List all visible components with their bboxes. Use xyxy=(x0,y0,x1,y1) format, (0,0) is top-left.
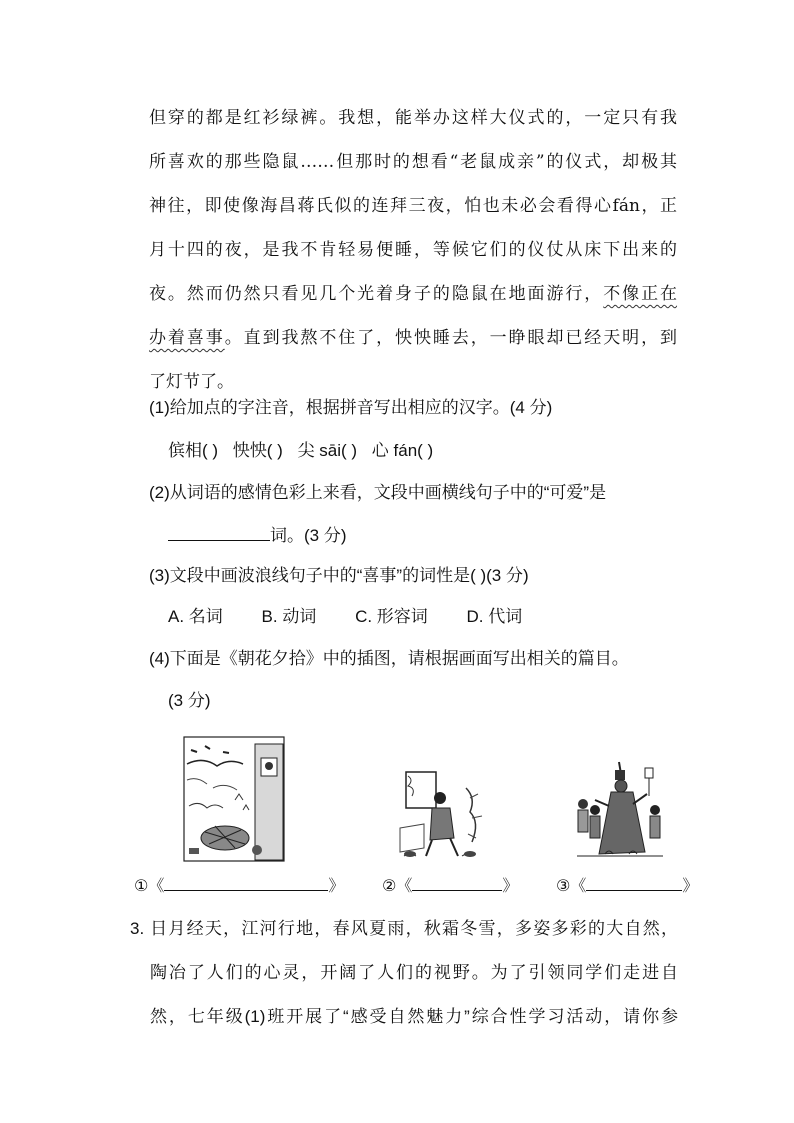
caption-3-suffix: 》 xyxy=(682,878,699,895)
illustration-1-image xyxy=(183,736,285,862)
question-3: (3)文段中画波浪线句子中的“喜事”的词性是( )(3 分) xyxy=(149,566,529,585)
question-3-block xyxy=(130,907,678,1039)
caption-2-prefix: ②《 xyxy=(382,878,413,895)
question-3-choices xyxy=(168,605,556,629)
pinyin-item-1[interactable]: 傧相( ) xyxy=(168,441,219,460)
passage-line-1: 但穿的都是红衫绿裤。我想，能举办这样大仪式的，一定只有我 xyxy=(149,108,677,128)
caption-3-prefix: ③《 xyxy=(556,878,587,895)
pinyin-item-2[interactable]: 怏怏( ) xyxy=(232,441,283,460)
question-3-block-line-3: 然，七年级(1)班开展了“感受自然魅力”综合性学习活动，请你参 xyxy=(150,1007,678,1026)
choice-c[interactable]: C. 形容词 xyxy=(355,607,428,626)
illustration-1-caption xyxy=(134,872,344,899)
passage-line-2: 所喜欢的那些隐鼠……但那时的想看“老鼠成亲”的仪式，却极其 xyxy=(149,152,677,172)
illustration-2-caption xyxy=(382,872,518,899)
illustration-3-image xyxy=(575,760,665,862)
illustration-2-image xyxy=(396,768,488,862)
reading-passage xyxy=(149,96,677,404)
wavy-underlined-phrase-1: 不像正在 xyxy=(603,284,678,304)
pinyin-item-4[interactable]: 心 fán( ) xyxy=(371,441,434,460)
passage-line-7: 了灯节了。 xyxy=(149,372,234,392)
question-3-block-line-1: 3. 日月经天，江河行地，春风夏雨，秋霜冬雪，多姿多彩的大自然， xyxy=(130,919,678,938)
question-2-suffix: 词。(3 分) xyxy=(270,526,347,545)
passage-line-6-text: 。直到我熬不住了，怏怏睡去，一睁眼却已经天明，到 xyxy=(224,328,678,348)
answer-blank-illustration-1[interactable] xyxy=(164,872,328,891)
passage-line-3: 神往，即使像海昌蒋氏似的连拜三夜，怕也未必会看得心fán，正 xyxy=(149,196,677,216)
caption-1-suffix: 》 xyxy=(328,878,345,895)
caption-2-suffix: 》 xyxy=(502,878,519,895)
question-3-block-line-2: 陶冶了人们的心灵，开阔了人们的视野。为了引领同学们走进自 xyxy=(150,963,678,982)
pinyin-item-3[interactable]: 尖 sāi( ) xyxy=(297,441,358,460)
choice-d[interactable]: D. 代词 xyxy=(466,607,523,626)
question-2-line-2 xyxy=(168,522,347,548)
caption-1-prefix: ①《 xyxy=(134,878,165,895)
passage-line-4: 月十四的夜，是我不肯轻易便睡，等候它们的仪仗从床下出来的 xyxy=(149,240,677,260)
question-2: (2)从词语的感情色彩上来看，文段中画横线句子中的“可爱”是 xyxy=(149,483,607,502)
question-4-score: (3 分) xyxy=(168,691,211,710)
illustration-3-caption xyxy=(556,872,698,899)
wavy-underlined-phrase-2: 办着喜事 xyxy=(149,328,225,348)
question-1-items xyxy=(168,439,443,463)
question-1: (1)给加点的字注音，根据拼音写出相应的汉字。(4 分) xyxy=(149,398,553,417)
passage-line-5-text: 夜。然而仍然只看见几个光着身子的隐鼠在地面游行， xyxy=(149,284,604,304)
choice-b[interactable]: B. 动词 xyxy=(261,607,317,626)
passage-line-5 xyxy=(149,272,677,316)
choice-a[interactable]: A. 名词 xyxy=(168,607,223,626)
answer-blank-illustration-3[interactable] xyxy=(586,872,682,891)
answer-blank-illustration-2[interactable] xyxy=(412,872,502,891)
answer-blank-q2[interactable] xyxy=(168,522,270,541)
question-4: (4)下面是《朝花夕拾》中的插图，请根据画面写出相关的篇目。 xyxy=(149,649,629,668)
passage-line-6 xyxy=(149,316,677,360)
